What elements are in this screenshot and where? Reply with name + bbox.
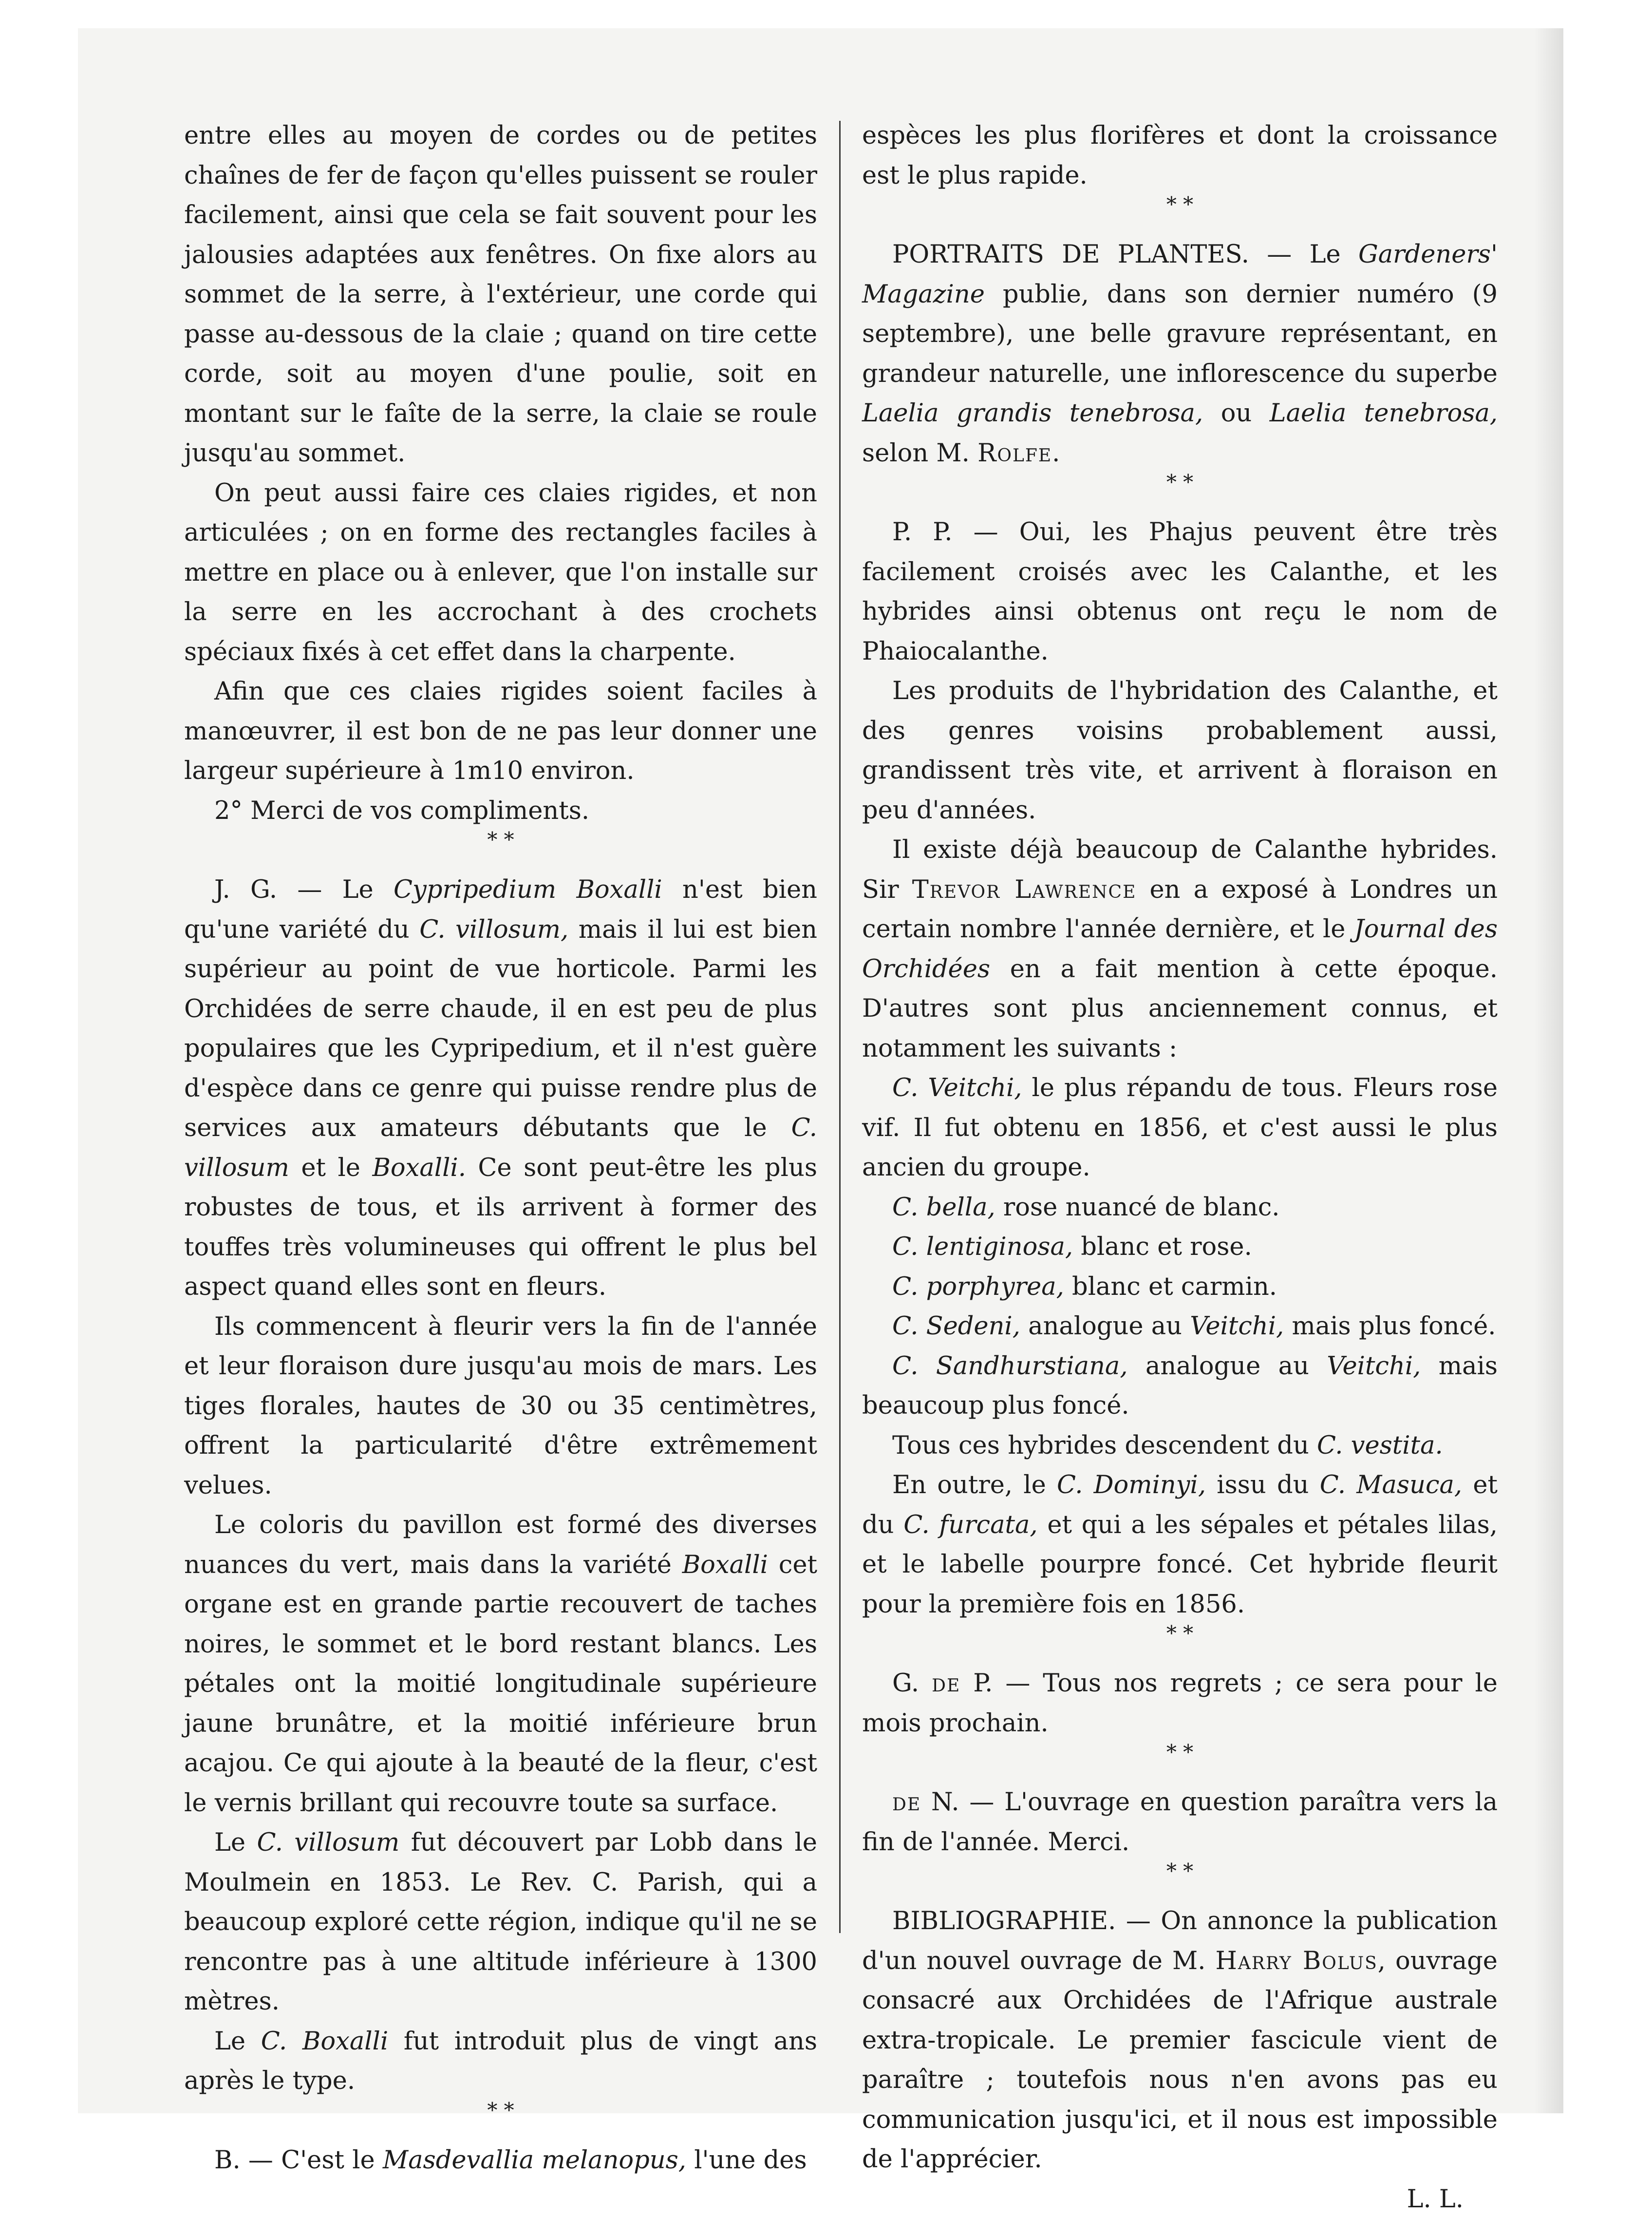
- paragraph-portraits-de-plantes: PORTRAITS DE PLANTES. — Le Gardeners' Magazine publie, dans son dernier numéro (9 septembre), une belle gravure représentant, en grandeur naturelle, une inflorescence du superbe Laelia grandis tenebrosa, ou Laelia tenebrosa, selon M. Rolfe.: [862, 235, 1498, 473]
- paragraph-largeur: Afin que ces claies rigides soient faciles à manœuvrer, il est bon de ne pas leur donner une largeur supérieure à 1m10 environ.: [184, 672, 817, 791]
- section-separator: * *: [862, 1743, 1498, 1783]
- paragraph-g-de-p: G. de P. — Tous nos regrets ; ce sera pour le mois prochain.: [862, 1664, 1498, 1743]
- paragraph-calanthe-hybrides: Il existe déjà beaucoup de Calanthe hybrides. Sir Trevor Lawrence en a exposé à Londres un certain nombre l'année dernière, et le Journal des Orchidées en a fait mention à cette époque. D'autres sont plus anciennement connus, et notamment les suivants :: [862, 830, 1498, 1068]
- list-item-veitchi: C. Veitchi, le plus répandu de tous. Fleurs rose vif. Il fut obtenu en 1856, et c'est aussi le plus ancien du groupe.: [862, 1068, 1498, 1188]
- paragraph-pp-phajus: P. P. — Oui, les Phajus peuvent être très facilement croisés avec les Calanthe, et les hybrides ainsi obtenus ont reçu le nom de Phaiocalanthe.: [862, 512, 1498, 671]
- paragraph-jg-boxalli: J. G. — Le Cypripedium Boxalli n'est bien qu'une variété du C. villosum, mais il lui est bien supérieur au point de vue horticole. Parmi les Orchidées de serre chaude, il en est peu de plus populaires que les Cypripedium, et il n'est guère d'espèce dans ce genre qui puisse rendre plus de services aux amateurs débutants que le C. villosum et le Boxalli. Ce sont peut-être les plus robustes de tous, et ils arrivent à former des touffes très volumineuses qui offrent le plus bel aspect quand elles sont en fleurs.: [184, 870, 817, 1307]
- paragraph-de-n: de N. — L'ouvrage en question paraîtra vers la fin de l'année. Merci.: [862, 1783, 1498, 1862]
- section-separator: * *: [862, 1862, 1498, 1901]
- section-separator: * *: [184, 2101, 817, 2141]
- paragraph-dominyi: En outre, le C. Dominyi, issu du C. Masuca, et du C. furcata, et qui a les sépales et pétales lilas, et le labelle pourpre foncé. Cet hybride fleurit pour la première fois en 1856.: [862, 1465, 1498, 1624]
- section-separator: * *: [862, 1624, 1498, 1664]
- paragraph-coloris: Le coloris du pavillon est formé des diverses nuances du vert, mais dans la variété Boxalli cet organe est en grande partie recouvert de taches noires, le sommet et le bord restant blancs. Les pétales ont la moitié longitudinale supérieure jaune brunâtre, et la moitié inférieure brun acajou. Ce qui ajoute à la beauté de la fleur, c'est le vernis brillant qui recouvre toute sa surface.: [184, 1505, 817, 1823]
- paragraph-hybridation: Les produits de l'hybridation des Calanthe, et des genres voisins probablement aussi, grandissent très vite, et arrivent à floraison en peu d'années.: [862, 671, 1498, 830]
- paragraph-bibliographie: BIBLIOGRAPHIE. — On annonce la publication d'un nouvel ouvrage de M. Harry Bolus, ouvrage consacré aux Orchidées de l'Afrique australe extra-tropicale. Le premier fascicule vient de paraître ; toutefois nous n'en avons pas eu communication jusqu'ici, et il nous est impossible de l'apprécier.: [862, 1901, 1498, 2180]
- column-divider: [839, 121, 841, 1933]
- section-separator: * *: [862, 473, 1498, 512]
- list-item-porphyrea: C. porphyrea, blanc et carmin.: [862, 1267, 1498, 1307]
- list-item-bella: C. bella, rose nuancé de blanc.: [862, 1188, 1498, 1228]
- section-separator: * *: [184, 831, 817, 870]
- paragraph-claies-rigides: On peut aussi faire ces claies rigides, et non articulées ; on en forme des rectangles faciles à mettre en place ou à enlever, que l'on installe sur la serre en les accrochant à des crochets spéciaux fixés à cet effet dans la charpente.: [184, 474, 817, 672]
- right-column: [862, 116, 1498, 2219]
- paragraph-compliments: 2° Merci de vos compliments.: [184, 791, 817, 831]
- paragraph-introduction: Le C. Boxalli fut introduit plus de vingt ans après le type.: [184, 2022, 817, 2101]
- paragraph-floraison: Ils commencent à fleurir vers la fin de l'année et leur floraison dure jusqu'au mois de mars. Les tiges florales, hautes de 30 ou 35 centimètres, offrent la particularité d'être extrêmement velues.: [184, 1307, 817, 1506]
- list-item-sandhurstiana: C. Sandhurstiana, analogue au Veitchi, mais beaucoup plus foncé.: [862, 1347, 1498, 1426]
- paragraph-decouverte: Le C. villosum fut découvert par Lobb dans le Moulmein en 1853. Le Rev. C. Parish, qui a beaucoup exploré cette région, indique qu'il ne se rencontre pas à une altitude inférieure à 1300 mètres.: [184, 1823, 817, 2022]
- signature: L. L.: [862, 2180, 1498, 2219]
- section-separator: * *: [862, 195, 1498, 235]
- paragraph-continuation: espèces les plus florifères et dont la croissance est le plus rapide.: [862, 116, 1498, 195]
- scanned-page: [78, 28, 1563, 2113]
- list-item-lentiginosa: C. lentiginosa, blanc et rose.: [862, 1227, 1498, 1267]
- left-column: [184, 116, 817, 2180]
- paragraph-vestita: Tous ces hybrides descendent du C. vestita.: [862, 1426, 1498, 1466]
- paragraph-claies-mobiles: entre elles au moyen de cordes ou de petites chaînes de fer de façon qu'elles puissent se rouler facilement, ainsi que cela se fait souvent pour les jalousies adaptées aux fenêtres. On fixe alors au sommet de la serre, à l'extérieur, une corde qui passe au-dessous de la claie ; quand on tire cette corde, soit au moyen d'une poulie, soit en montant sur le faîte de la serre, la claie se roule jusqu'au sommet.: [184, 116, 817, 474]
- list-item-sedeni: C. Sedeni, analogue au Veitchi, mais plus foncé.: [862, 1307, 1498, 1347]
- paragraph-b-masdevallia: B. — C'est le Masdevallia melanopus, l'une des: [184, 2141, 817, 2181]
